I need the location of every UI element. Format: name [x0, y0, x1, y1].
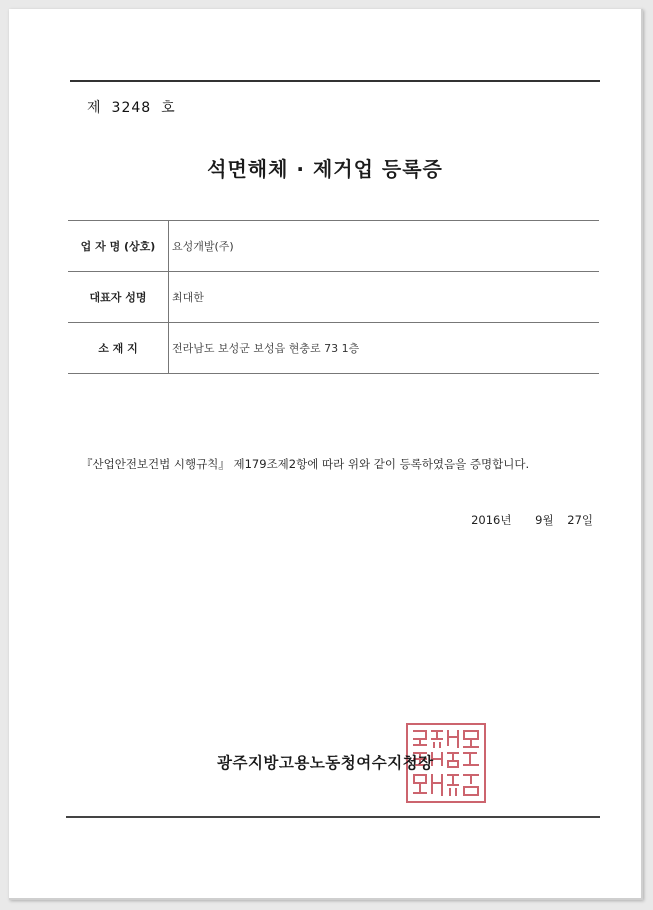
bottom-rule — [66, 816, 600, 818]
issuing-authority: 광주지방고용노동청여수지청장 — [217, 754, 434, 772]
top-rule — [70, 80, 600, 82]
number-value: 3248 — [111, 100, 152, 116]
table-row — [68, 272, 599, 323]
field-label: 대표자 성명 — [68, 272, 169, 323]
info-table — [68, 220, 599, 374]
number-prefix: 제 — [87, 100, 102, 116]
certificate-number — [87, 97, 176, 117]
date-year: 2016년 — [471, 513, 512, 527]
field-value: 요성개발(주) — [169, 221, 600, 272]
date-day: 27일 — [567, 513, 593, 527]
date-month: 9월 — [535, 513, 554, 527]
document-title: 석면해체 · 제거업 등록증 — [207, 157, 443, 181]
issue-date — [471, 512, 593, 528]
certificate-page — [9, 9, 643, 900]
field-value: 최대한 — [169, 272, 600, 323]
table-row — [68, 323, 599, 374]
certification-statement: 『산업안전보건법 시행규칙』 제179조제2항에 따라 위와 같이 등록하였음을 증명합니다. — [81, 457, 530, 471]
field-label: 소 재 지 — [68, 323, 169, 374]
number-suffix: 호 — [161, 100, 176, 116]
table-row — [68, 221, 599, 272]
field-value: 전라남도 보성군 보성읍 현충로 73 1층 — [169, 323, 600, 374]
field-label: 업 자 명 (상호) — [68, 221, 169, 272]
